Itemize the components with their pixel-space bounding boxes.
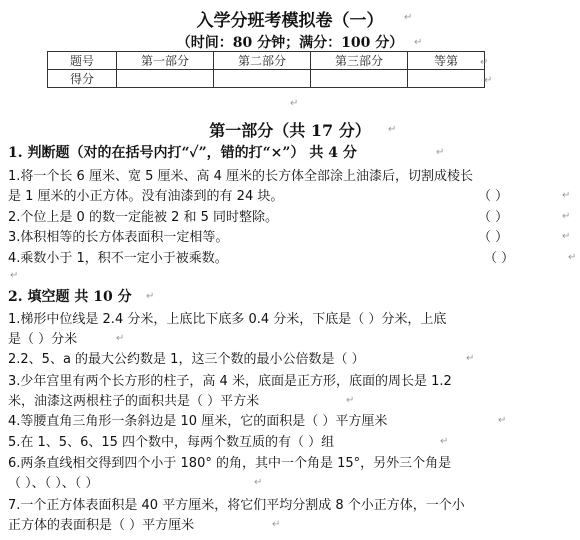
judge-q2-answer[interactable]: （ ） [478,210,509,225]
exam-title: 入学分班考模拟卷（一） [196,11,384,31]
fill-q4: 4.等腰直角三角形一条斜边是 10 厘米，它的面积是（ ）平方厘米 [8,414,388,429]
paragraph-mark-icon: ↵ [10,270,19,281]
paragraph-mark-icon: ↵ [404,12,413,23]
fill-heading: 2. 填空题 共 10 分 [8,289,132,305]
paragraph-mark-icon: ↵ [480,57,489,68]
score-table-header-row [48,52,485,70]
judge-q3-answer[interactable]: （ ） [478,230,509,245]
fill-q6-line2: （ ）、（ ）、（ ） [8,476,99,491]
score-cell-part1[interactable] [117,70,214,88]
score-cell-part2[interactable] [214,70,311,88]
fill-q1-line2: 是（ ）分米 [8,332,78,347]
score-cell-part3[interactable] [311,70,408,88]
judge-q1-line1: 1.将一个长 6 厘米、宽 5 厘米、高 4 厘米的长方体全部涂上油漆后，切割成棱长 [8,169,474,184]
paragraph-mark-icon: ↵ [484,75,493,86]
judge-heading: 1. 判断题（对的在括号内打“✓”，错的打“×”） 共 4 分 [8,145,357,161]
paragraph-mark-icon: ↵ [272,519,281,530]
fill-q2: 2.2、5、a 的最大公约数是 1，这三个数的最小公倍数是（ ） [8,352,365,367]
section-title: 第一部分（共 17 分） [209,121,371,140]
fill-q1-line1: 1.梯形中位线是 2.4 分米，上底比下底多 0.4 分米，下底是（ ）分米，上底 [8,312,447,327]
judge-q2: 2.个位上是 0 的数一定能被 2 和 5 同时整除。 [8,210,279,225]
judge-q4-answer[interactable]: （ ） [484,251,515,266]
score-header-cell: 第一部分 [117,52,214,70]
fill-q6-line1: 6.两条直线相交得到四个小于 180° 的角，其中一个角是 15°，另外三个角是 [8,456,452,471]
score-table-score-row [48,70,485,88]
paragraph-mark-icon: ↵ [440,436,449,447]
paragraph-mark-icon: ↵ [116,333,125,344]
fill-q5: 5.在 1、5、6、15 四个数中，每两个数互质的有（ ）组 [8,435,335,450]
paragraph-mark-icon: ↵ [568,252,577,263]
fill-q7-line2: 正方体的表面积是（ ）平方厘米 [8,518,195,533]
score-header-cell: 第三部分 [311,52,408,70]
paragraph-mark-icon: ↵ [254,477,263,488]
fill-q3-line2: 米，油漆这两根柱子的面积共是（ ）平方米 [8,394,260,409]
score-row-label: 得分 [48,70,117,88]
score-header-cell: 等第 [408,52,485,70]
score-cell-grade[interactable] [408,70,485,88]
paragraph-mark-icon: ↵ [346,395,355,406]
score-header-cell: 第二部分 [214,52,311,70]
paragraph-mark-icon: ↵ [562,231,571,242]
paragraph-mark-icon: ↵ [388,124,397,135]
paragraph-mark-icon: ↵ [562,211,571,222]
judge-q4: 4.乘数小于 1，积不一定小于被乘数。 [8,251,228,266]
score-header-cell: 题号 [48,52,117,70]
paragraph-mark-icon: ↵ [466,353,475,364]
fill-q3-line1: 3.少年宫里有两个长方形的柱子，高 4 米，底面是正方形，底面的周长是 1.2 [8,374,452,389]
paragraph-mark-icon: ↵ [562,190,571,201]
score-table [47,51,485,88]
paragraph-mark-icon: ↵ [498,415,507,426]
exam-subtitle: （时间：80 分钟；满分：100 分） [176,35,404,51]
paragraph-mark-icon: ↵ [290,98,299,109]
judge-q1-line2: 是 1 厘米的小正方体。没有油漆到的有 24 块。 [8,189,284,204]
paragraph-mark-icon: ↵ [414,37,423,48]
paragraph-mark-icon: ↵ [436,147,445,158]
judge-q3: 3.体积相等的长方体表面积一定相等。 [8,230,229,245]
fill-q7-line1: 7.一个正方体表面积是 40 平方厘米，将它们平均分割成 8 个小正方体，一个小 [8,498,465,513]
judge-q1-answer[interactable]: （ ） [478,189,509,204]
paragraph-mark-icon: ↵ [146,291,155,302]
